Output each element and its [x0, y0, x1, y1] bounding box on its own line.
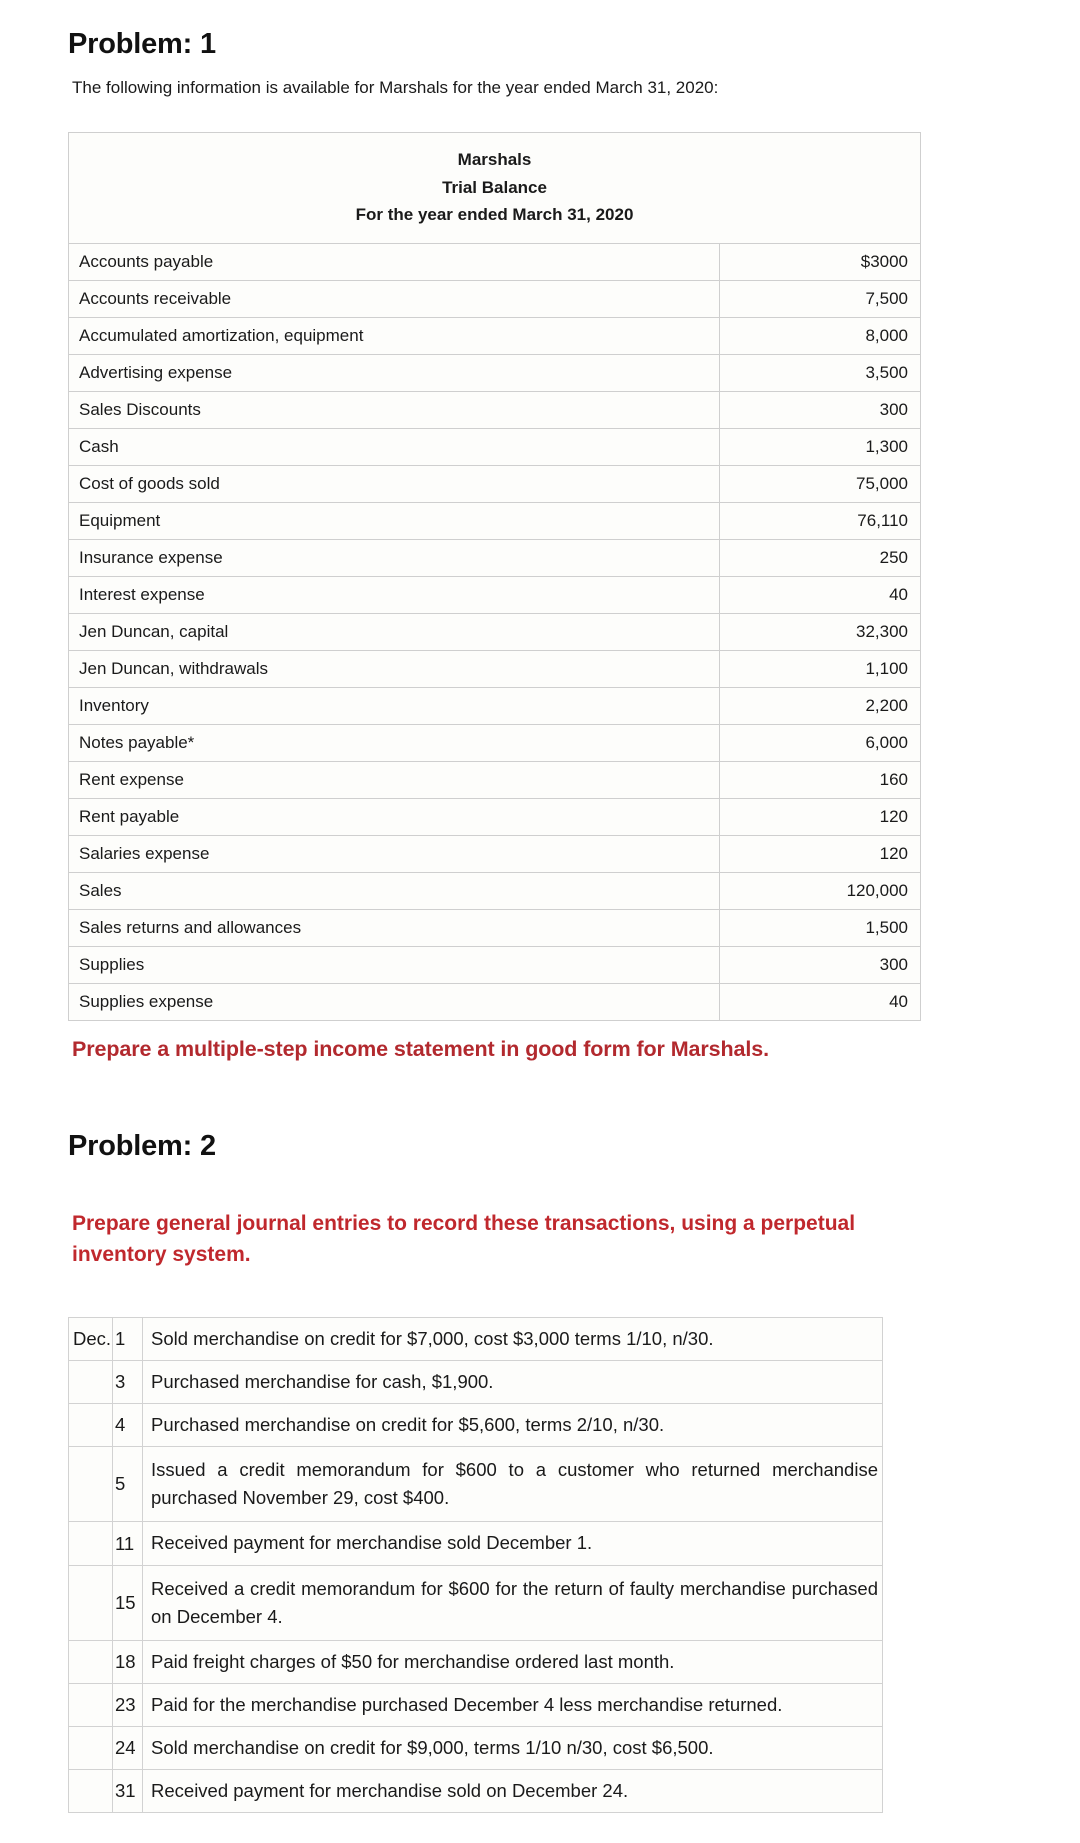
account-name-cell: Cost of goods sold — [69, 465, 720, 502]
account-amount-cell: 32,300 — [720, 613, 921, 650]
account-amount-cell: 160 — [720, 761, 921, 798]
table-row — [69, 946, 921, 983]
transaction-day-cell: 5 — [113, 1447, 143, 1522]
table-row — [69, 872, 921, 909]
transaction-day-cell: 3 — [113, 1361, 143, 1404]
account-name-cell: Supplies expense — [69, 983, 720, 1020]
account-name-cell: Rent payable — [69, 798, 720, 835]
trial-balance-rows — [69, 243, 921, 1020]
transaction-description-cell: Paid for the merchandise purchased December 4 less merchandise returned. — [143, 1683, 883, 1726]
account-amount-cell: 1,100 — [720, 650, 921, 687]
account-name-cell: Accounts receivable — [69, 280, 720, 317]
account-name-cell: Equipment — [69, 502, 720, 539]
table-row — [69, 835, 921, 872]
account-amount-cell: 1,300 — [720, 428, 921, 465]
month-blank-cell — [69, 1727, 113, 1770]
month-blank-cell — [69, 1361, 113, 1404]
account-amount-cell: 75,000 — [720, 465, 921, 502]
list-item — [69, 1640, 883, 1683]
table-row — [69, 428, 921, 465]
company-name: Marshals — [457, 150, 532, 170]
trial-balance-header-row — [69, 133, 921, 244]
account-amount-cell: 6,000 — [720, 724, 921, 761]
account-name-cell: Sales — [69, 872, 720, 909]
table-row — [69, 354, 921, 391]
account-name-cell: Cash — [69, 428, 720, 465]
account-name-cell: Insurance expense — [69, 539, 720, 576]
transaction-day-cell: 23 — [113, 1683, 143, 1726]
transaction-day-cell: 15 — [113, 1565, 143, 1640]
list-item — [69, 1683, 883, 1726]
problem-1-intro: The following information is available for Marshals for the year ended March 31, 2020: — [72, 78, 719, 98]
problem-1-instruction: Prepare a multiple-step income statement in good form for Marshals. — [72, 1036, 769, 1061]
month-blank-cell — [69, 1404, 113, 1447]
table-row — [69, 539, 921, 576]
list-item — [69, 1447, 883, 1522]
trial-balance-table — [68, 132, 921, 1021]
account-name-cell: Jen Duncan, withdrawals — [69, 650, 720, 687]
table-row — [69, 687, 921, 724]
table-row — [69, 465, 921, 502]
account-amount-cell: 7,500 — [720, 280, 921, 317]
month-blank-cell — [69, 1565, 113, 1640]
account-amount-cell: 76,110 — [720, 502, 921, 539]
account-amount-cell: 120,000 — [720, 872, 921, 909]
list-item — [69, 1361, 883, 1404]
transaction-description-cell: Purchased merchandise on credit for $5,600, terms 2/10, n/30. — [143, 1404, 883, 1447]
account-amount-cell: 300 — [720, 391, 921, 428]
account-amount-cell: 40 — [720, 576, 921, 613]
transaction-description-cell: Received payment for merchandise sold on December 24. — [143, 1770, 883, 1813]
account-name-cell: Salaries expense — [69, 835, 720, 872]
account-amount-cell: 1,500 — [720, 909, 921, 946]
transaction-description-cell: Received payment for merchandise sold December 1. — [143, 1522, 883, 1565]
table-row — [69, 243, 921, 280]
account-amount-cell: 2,200 — [720, 687, 921, 724]
table-row — [69, 391, 921, 428]
table-row — [69, 502, 921, 539]
list-item — [69, 1317, 883, 1360]
problem-1-title: Problem: 1 — [68, 28, 216, 60]
account-amount-cell: 3,500 — [720, 354, 921, 391]
list-item — [69, 1565, 883, 1640]
statement-name: Trial Balance — [442, 177, 547, 197]
account-name-cell: Sales returns and allowances — [69, 909, 720, 946]
list-item — [69, 1404, 883, 1447]
account-name-cell: Sales Discounts — [69, 391, 720, 428]
table-row — [69, 761, 921, 798]
month-blank-cell — [69, 1640, 113, 1683]
account-name-cell: Interest expense — [69, 576, 720, 613]
transaction-day-cell: 18 — [113, 1640, 143, 1683]
table-row — [69, 280, 921, 317]
account-amount-cell: 40 — [720, 983, 921, 1020]
account-name-cell: Jen Duncan, capital — [69, 613, 720, 650]
month-blank-cell — [69, 1522, 113, 1565]
transaction-description-cell: Sold merchandise on credit for $9,000, terms 1/10 n/30, cost $6,500. — [143, 1727, 883, 1770]
list-item — [69, 1770, 883, 1813]
month-blank-cell — [69, 1683, 113, 1726]
transaction-day-cell: 31 — [113, 1770, 143, 1813]
transaction-day-cell: 11 — [113, 1522, 143, 1565]
account-name-cell: Rent expense — [69, 761, 720, 798]
december-transactions-table — [68, 1317, 883, 1813]
account-amount-cell: 120 — [720, 798, 921, 835]
list-item — [69, 1727, 883, 1770]
month-blank-cell — [69, 1447, 113, 1522]
statement-period: For the year ended March 31, 2020 — [355, 205, 634, 225]
transaction-description-cell: Issued a credit memorandum for $600 to a customer who returned merchandise purchased November 29, cost $400. — [143, 1447, 883, 1522]
table-row — [69, 909, 921, 946]
account-name-cell: Notes payable* — [69, 724, 720, 761]
transaction-day-cell: 24 — [113, 1727, 143, 1770]
account-amount-cell: 120 — [720, 835, 921, 872]
trial-balance-title-cell — [69, 133, 921, 244]
journal-table-wrapper — [68, 1317, 1020, 1813]
table-row — [69, 650, 921, 687]
account-name-cell: Advertising expense — [69, 354, 720, 391]
problem-2-instruction: Prepare general journal entries to record these transactions, using a perpetual inventory system. — [72, 1211, 856, 1267]
account-amount-cell: 300 — [720, 946, 921, 983]
table-row — [69, 798, 921, 835]
table-row — [69, 317, 921, 354]
december-transactions-body — [69, 1317, 883, 1812]
month-blank-cell — [69, 1770, 113, 1813]
table-row — [69, 724, 921, 761]
table-row — [69, 983, 921, 1020]
table-row — [69, 576, 921, 613]
account-amount-cell: 250 — [720, 539, 921, 576]
trial-balance-body — [69, 133, 921, 244]
transaction-description-cell: Sold merchandise on credit for $7,000, cost $3,000 terms 1/10, n/30. — [143, 1317, 883, 1360]
transaction-description-cell: Received a credit memorandum for $600 for the return of faulty merchandise purchased on December 4. — [143, 1565, 883, 1640]
transaction-description-cell: Paid freight charges of $50 for merchandise ordered last month. — [143, 1640, 883, 1683]
account-name-cell: Inventory — [69, 687, 720, 724]
trial-balance-table-wrapper — [68, 132, 1020, 1021]
problem-2-title: Problem: 2 — [68, 1129, 216, 1162]
account-name-cell: Accounts payable — [69, 243, 720, 280]
list-item — [69, 1522, 883, 1565]
account-name-cell: Accumulated amortization, equipment — [69, 317, 720, 354]
account-amount-cell: 8,000 — [720, 317, 921, 354]
table-row — [69, 613, 921, 650]
month-label-cell: Dec. — [69, 1317, 113, 1360]
transaction-day-cell: 4 — [113, 1404, 143, 1447]
transaction-day-cell: 1 — [113, 1317, 143, 1360]
account-amount-cell: $3000 — [720, 243, 921, 280]
account-name-cell: Supplies — [69, 946, 720, 983]
transaction-description-cell: Purchased merchandise for cash, $1,900. — [143, 1361, 883, 1404]
